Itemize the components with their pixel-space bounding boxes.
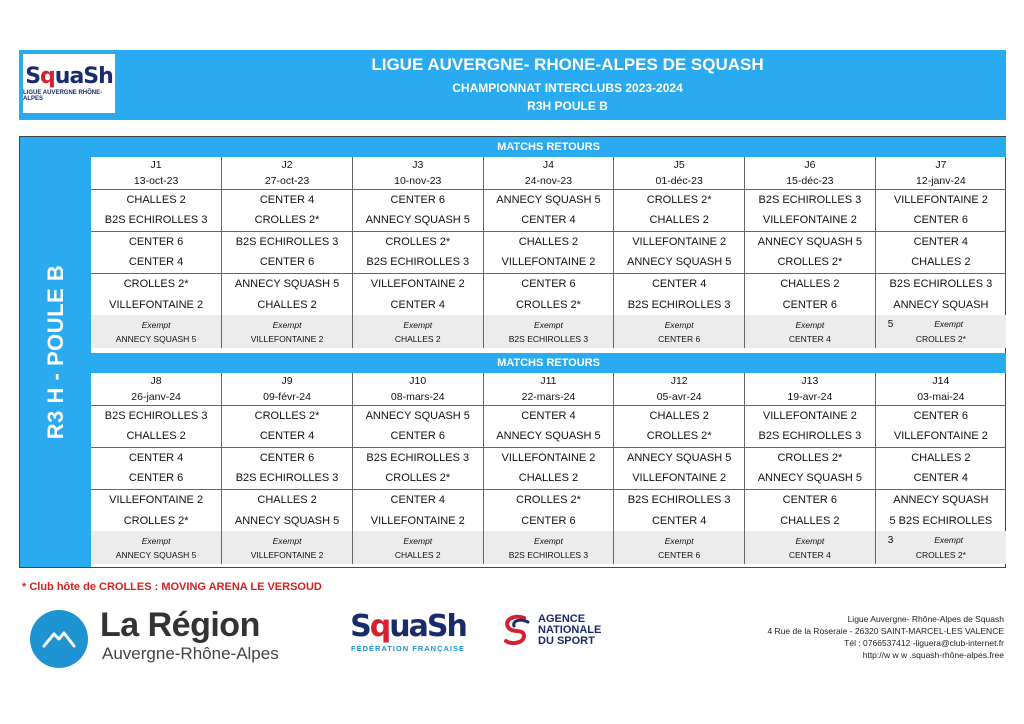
- team-cell: CROLLES 2*: [352, 468, 483, 489]
- pool-subtitle: R3H POULE B: [527, 99, 608, 113]
- exempt-label-cell: Exempt: [614, 315, 745, 334]
- team-cell: CHALLES 2: [745, 273, 876, 294]
- table-row: [91, 468, 1006, 489]
- team-cell: B2S ECHIROLLES 3: [745, 426, 876, 447]
- date-cell: 01-déc-23: [614, 173, 745, 189]
- contact-line: 4 Rue de la Roseraie - 26320 SAINT-MARCEL-LES VALENCE: [767, 626, 1004, 636]
- team-cell: CENTER 6: [745, 294, 876, 315]
- league-logo: [23, 54, 115, 113]
- team-cell: VILLEFONTAINE 2: [875, 426, 1006, 447]
- schedule-section-2: [91, 353, 1006, 564]
- team-cell: VILLEFONTAINE 2: [614, 231, 745, 252]
- date-cell: 10-nov-23: [352, 173, 483, 189]
- table-row: [91, 273, 1006, 294]
- team-cell: B2S ECHIROLLES 3: [222, 231, 353, 252]
- side-pool-label: R3 H - POULE B: [43, 264, 68, 440]
- day-cell: J13: [745, 373, 876, 389]
- exempt-team-cell: CENTER 6: [614, 334, 745, 348]
- exempt-label-cell: Exempt: [91, 315, 222, 334]
- day-cell: J9: [222, 373, 353, 389]
- schedule-table: [91, 157, 1006, 348]
- team-cell: ANNECY SQUASH: [875, 294, 1006, 315]
- exempt-team-cell: CHALLES 2: [352, 550, 483, 564]
- date-cell: 15-déc-23: [745, 173, 876, 189]
- region-logo: [30, 606, 320, 666]
- date-cell: 09-févr-24: [222, 389, 353, 405]
- table-row: [91, 210, 1006, 231]
- team-cell: ANNECY SQUASH 5: [614, 252, 745, 273]
- day-cell: J5: [614, 157, 745, 173]
- team-cell: B2S ECHIROLLES 3: [745, 189, 876, 210]
- team-cell: ANNECY SQUASH 5: [483, 189, 614, 210]
- team-cell: ANNECY SQUASH 5: [483, 426, 614, 447]
- exempt-team-cell: CROLLES 2*: [875, 550, 1006, 564]
- team-cell: B2S ECHIROLLES 3: [91, 210, 222, 231]
- day-cell: J2: [222, 157, 353, 173]
- date-cell: 19-avr-24: [745, 389, 876, 405]
- host-club-note: * Club hôte de CROLLES : MOVING ARENA LE VERSOUD: [22, 581, 322, 593]
- team-cell: VILLEFONTAINE 2: [352, 510, 483, 531]
- team-cell: CENTER 4: [875, 231, 1006, 252]
- team-cell: CENTER 6: [222, 447, 353, 468]
- team-cell: ANNECY SQUASH 5: [352, 210, 483, 231]
- date-cell: 13-oct-23: [91, 173, 222, 189]
- exempt-label-cell: Exempt: [352, 315, 483, 334]
- team-cell: CENTER 6: [483, 273, 614, 294]
- team-cell: B2S ECHIROLLES 3: [104, 409, 208, 422]
- team-cell: CENTER 4: [91, 252, 222, 273]
- team-cell: CROLLES 2*: [123, 277, 189, 290]
- team-cell: CROLLES 2*: [222, 405, 353, 426]
- table-row: [91, 447, 1006, 468]
- team-cell: CROLLES 2*: [614, 189, 745, 210]
- exempt-label-cell: Exempt: [352, 531, 483, 550]
- team-cell: CHALLES 2: [875, 252, 1006, 273]
- day-cell: J10: [352, 373, 483, 389]
- day-row: [91, 373, 1006, 389]
- day-cell: J1: [150, 159, 162, 171]
- team-cell: ANNECY SQUASH 5: [222, 273, 353, 294]
- exempt-team-cell: CENTER 6: [614, 550, 745, 564]
- region-subtitle: Auvergne-Rhône-Alpes: [102, 644, 279, 663]
- team-cell: ANNECY SQUASH 5: [745, 468, 876, 489]
- team-cell: CHALLES 2: [91, 426, 222, 447]
- team-cell: CENTER 4: [875, 468, 1006, 489]
- date-cell: 05-avr-24: [614, 389, 745, 405]
- date-cell: 08-mars-24: [352, 389, 483, 405]
- contact-line: Ligue Auvergne- Rhône-Alpes de Squash: [847, 614, 1004, 624]
- day-cell: J11: [483, 373, 614, 389]
- team-cell: B2S ECHIROLLES 3: [614, 489, 745, 510]
- team-cell: VILLEFONTAINE 2: [745, 210, 876, 231]
- contact-line: Tél : 0766537412 -liguera@club-internet.fr: [844, 638, 1004, 648]
- team-cell: CROLLES 2*: [483, 489, 614, 510]
- team-cell: CHALLES 2: [126, 193, 186, 206]
- team-cell: CROLLES 2*: [614, 426, 745, 447]
- exempt-label-cell: Exempt: [222, 315, 353, 334]
- day-cell: J3: [352, 157, 483, 173]
- exempt-team-cell: CHALLES 2: [352, 334, 483, 348]
- date-row: [91, 173, 1006, 189]
- exempt-label-cell: Exempt: [745, 315, 876, 334]
- ans-text: AGENCE NATIONALE DU SPORT: [538, 613, 602, 647]
- region-name: La Région: [100, 606, 260, 644]
- team-cell: B2S ECHIROLLES 3: [352, 447, 483, 468]
- exempt-team-cell: ANNECY SQUASH 5: [91, 550, 222, 564]
- contact-line: http://w w w .squash-rhône-alpes.free: [862, 650, 1004, 660]
- exempt-team-cell: CENTER 4: [745, 334, 876, 348]
- table-row: [91, 252, 1006, 273]
- exempt-number: 3: [887, 535, 894, 546]
- exempt-label-row: [91, 315, 1006, 334]
- team-cell: CHALLES 2: [614, 210, 745, 231]
- schedule-section-1: [91, 137, 1006, 348]
- date-cell: 26-janv-24: [91, 389, 222, 405]
- exempt-label-cell: 3 Exempt: [875, 531, 1006, 550]
- exempt-team-cell: B2S ECHIROLLES 3: [483, 550, 614, 564]
- table-row: [91, 510, 1006, 531]
- region-emblem-icon: [30, 610, 88, 668]
- exempt-team-cell: CENTER 4: [745, 550, 876, 564]
- team-cell: VILLEFONTAINE 2: [109, 493, 204, 506]
- team-cell: CROLLES 2*: [483, 294, 614, 315]
- side-band: [20, 137, 91, 567]
- exempt-label-cell: Exempt: [614, 531, 745, 550]
- exempt-team-row: [91, 334, 1006, 348]
- team-cell: CENTER 4: [222, 189, 353, 210]
- exempt-team-cell: VILLEFONTAINE 2: [222, 334, 353, 348]
- team-cell: CENTER 4: [483, 405, 614, 426]
- table-row: [91, 294, 1006, 315]
- day-cell: J7: [875, 157, 1006, 173]
- team-cell: ANNECY SQUASH 5: [614, 447, 745, 468]
- schedule-panel: [19, 136, 1006, 568]
- team-cell: CENTER 6: [91, 468, 222, 489]
- exempt-team-cell: ANNECY SQUASH 5: [91, 334, 222, 348]
- exempt-team-row: [91, 550, 1006, 564]
- exempt-label-cell: Exempt: [483, 315, 614, 334]
- team-cell: VILLEFONTAINE 2: [109, 298, 204, 311]
- team-cell: VILLEFONTAINE 2: [875, 189, 1006, 210]
- team-cell: 5 B2S ECHIROLLES: [875, 510, 1006, 531]
- team-cell: ANNECY SQUASH 5: [745, 231, 876, 252]
- table-row: [91, 489, 1006, 510]
- exempt-label-cell: 5 Exempt: [875, 315, 1006, 334]
- schedule-table: [91, 373, 1006, 564]
- exempt-label-cell: Exempt: [745, 531, 876, 550]
- team-cell: CENTER 6: [222, 252, 353, 273]
- team-cell: CROLLES 2*: [745, 252, 876, 273]
- team-cell: ANNECY SQUASH 5: [222, 510, 353, 531]
- team-cell: CHALLES 2: [483, 468, 614, 489]
- league-logo-word: SquaSh: [25, 63, 113, 89]
- team-cell: B2S ECHIROLLES 3: [875, 273, 1006, 294]
- table-row: [91, 426, 1006, 447]
- exempt-number: 5: [887, 319, 894, 330]
- section-header: MATCHS RETOURS: [91, 353, 1006, 373]
- team-cell: ANNECY SQUASH 5: [352, 405, 483, 426]
- team-cell: CHALLES 2: [875, 447, 1006, 468]
- date-cell: 22-mars-24: [483, 389, 614, 405]
- table-row: [91, 189, 1006, 210]
- team-cell: CENTER 4: [128, 451, 184, 464]
- exempt-label-cell: Exempt: [222, 531, 353, 550]
- team-cell: CHALLES 2: [614, 405, 745, 426]
- team-cell: VILLEFONTAINE 2: [483, 252, 614, 273]
- team-cell: CENTER 4: [483, 210, 614, 231]
- team-cell: CROLLES 2*: [222, 210, 353, 231]
- exempt-team-cell: B2S ECHIROLLES 3: [483, 334, 614, 348]
- team-cell: B2S ECHIROLLES 3: [614, 294, 745, 315]
- table-row: [91, 231, 1006, 252]
- team-cell: CENTER 4: [352, 489, 483, 510]
- team-cell: CENTER 6: [352, 189, 483, 210]
- day-cell: J4: [483, 157, 614, 173]
- date-cell: 24-nov-23: [483, 173, 614, 189]
- ans-emblem-icon: [498, 612, 534, 648]
- federation-logo-word: SquaSh: [350, 609, 466, 644]
- contact-block: [767, 613, 1004, 661]
- date-cell: 03-mai-24: [875, 389, 1006, 405]
- date-cell: 27-oct-23: [222, 173, 353, 189]
- team-cell: CROLLES 2*: [745, 447, 876, 468]
- day-cell: J14: [875, 373, 1006, 389]
- exempt-label-row: [91, 531, 1006, 550]
- mountain-icon: [42, 628, 76, 650]
- team-cell: CENTER 4: [614, 510, 745, 531]
- header-banner: [19, 50, 1006, 120]
- exempt-team-cell: VILLEFONTAINE 2: [222, 550, 353, 564]
- league-logo-subtitle: LIGUE AUVERGNE RHÔNE-ALPES: [23, 89, 103, 102]
- day-cell: J8: [150, 375, 162, 387]
- day-cell: J6: [745, 157, 876, 173]
- team-cell: CHALLES 2: [483, 231, 614, 252]
- team-cell: CENTER 4: [352, 294, 483, 315]
- team-cell: VILLEFONTAINE 2: [614, 468, 745, 489]
- team-cell: CROLLES 2*: [123, 514, 189, 527]
- exempt-team-cell: CROLLES 2*: [875, 334, 1006, 348]
- team-cell: CROLLES 2*: [352, 231, 483, 252]
- exempt-label-cell: Exempt: [91, 531, 222, 550]
- team-cell: CENTER 6: [483, 510, 614, 531]
- team-cell: CHALLES 2: [745, 510, 876, 531]
- team-cell: B2S ECHIROLLES 3: [352, 252, 483, 273]
- team-cell: CENTER 4: [222, 426, 353, 447]
- ans-logo: [498, 612, 628, 652]
- team-cell: CENTER 4: [614, 273, 745, 294]
- team-cell: VILLEFONTAINE 2: [352, 273, 483, 294]
- team-cell: CHALLES 2: [222, 294, 353, 315]
- team-cell: B2S ECHIROLLES 3: [222, 468, 353, 489]
- team-cell: ANNECY SQUASH: [875, 489, 1006, 510]
- championship-subtitle: CHAMPIONNAT INTERCLUBS 2023-2024: [452, 81, 683, 95]
- team-cell: CENTER 6: [128, 235, 184, 248]
- date-row: [91, 389, 1006, 405]
- team-cell: CENTER 6: [745, 489, 876, 510]
- team-cell: CENTER 6: [875, 405, 1006, 426]
- table-row: [91, 405, 1006, 426]
- team-cell: CHALLES 2: [222, 489, 353, 510]
- day-row: [91, 157, 1006, 173]
- exempt-label-cell: Exempt: [483, 531, 614, 550]
- date-cell: 12-janv-24: [875, 173, 1006, 189]
- section-header: MATCHS RETOURS: [91, 137, 1006, 157]
- team-cell: VILLEFONTAINE 2: [483, 447, 614, 468]
- team-cell: CENTER 6: [352, 426, 483, 447]
- page-title: LIGUE AUVERGNE- RHONE-ALPES DE SQUASH: [371, 55, 764, 74]
- federation-subtitle: FÉDÉRATION FRANÇAISE: [350, 644, 466, 653]
- team-cell: VILLEFONTAINE 2: [745, 405, 876, 426]
- team-cell: CENTER 6: [875, 210, 1006, 231]
- day-cell: J12: [614, 373, 745, 389]
- federation-logo: [348, 610, 468, 660]
